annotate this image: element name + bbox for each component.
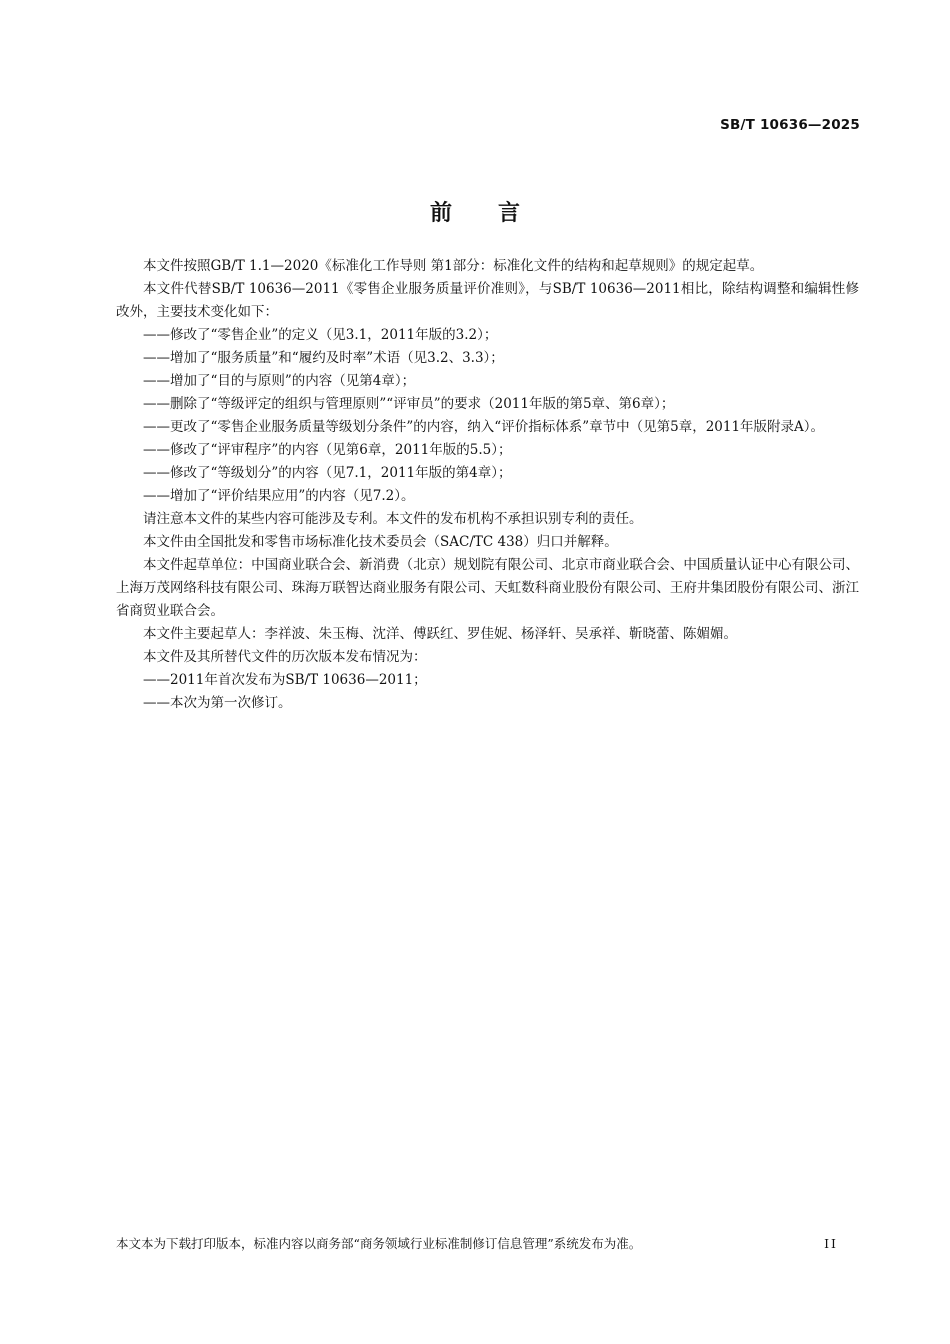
paragraph-drafting-rules: 本文件按照GB/T 1.1—2020《标准化工作导则 第1部分：标准化文件的结构和起草规则》的规定起草。 (143, 258, 764, 274)
preface-body (116, 255, 859, 715)
change-item: ——更改了“零售企业服务质量等级划分条件”的内容，纳入“评价指标体系”章节中（见第5章，2011年版附录A）。 (143, 419, 825, 435)
history-item: ——2011年首次发布为SB/T 10636—2011； (143, 672, 427, 688)
paragraph-committee: 本文件由全国批发和零售市场标准化技术委员会（SAC/TC 438）归口并解释。 (143, 534, 618, 550)
change-item: ——修改了“等级划分”的内容（见7.1，2011年版的第4章）； (143, 465, 512, 481)
paragraph-drafters: 本文件主要起草人：李祥波、朱玉梅、沈洋、傅跃红、罗佳妮、杨泽轩、吴承祥、靳晓蕾、陈媚媚。 (143, 626, 737, 642)
paragraph-history-intro: 本文件及其所替代文件的历次版本发布情况为： (143, 649, 427, 665)
change-item: ——删除了“等级评定的组织与管理原则”“评审员”的要求（2011年版的第5章、第6章）； (143, 396, 675, 412)
change-item: ——修改了“零售企业”的定义（见3.1，2011年版的3.2）； (143, 327, 498, 343)
paragraph-drafting-units: 本文件起草单位：中国商业联合会、新消费（北京）规划院有限公司、北京市商业联合会、中国质量认证中心有限公司、上海万茂网络科技有限公司、珠海万联智达商业服务有限公司、天虹数科商业股份有限公司、王府井集团股份有限公司、浙江省商贸业联合会。 (116, 557, 859, 619)
change-item: ——增加了“目的与原则”的内容（见第4章）； (143, 373, 416, 389)
paragraph-patent-notice: 请注意本文件的某些内容可能涉及专利。本文件的发布机构不承担识别专利的责任。 (143, 511, 643, 527)
change-item: ——增加了“评价结果应用”的内容（见7.2）。 (143, 488, 415, 504)
change-item: ——增加了“服务质量”和“履约及时率”术语（见3.2、3.3）； (143, 350, 504, 366)
document-code: SB/T 10636—2025 (720, 117, 860, 133)
page-number: II (824, 1236, 838, 1251)
change-item: ——修改了“评审程序”的内容（见第6章，2011年版的5.5）； (143, 442, 512, 458)
page-title: 前言 (429, 201, 566, 226)
history-item: ——本次为第一次修订。 (143, 695, 292, 711)
paragraph-replacement: 本文件代替SB/T 10636—2011《零售企业服务质量评价准则》，与SB/T 10636—2011相比，除结构调整和编辑性修改外，主要技术变化如下： (116, 281, 859, 320)
footer-note: 本文本为下载打印版本，标准内容以商务部“商务领域行业标准制修订信息管理”系统发布为准。 (116, 1236, 642, 1251)
